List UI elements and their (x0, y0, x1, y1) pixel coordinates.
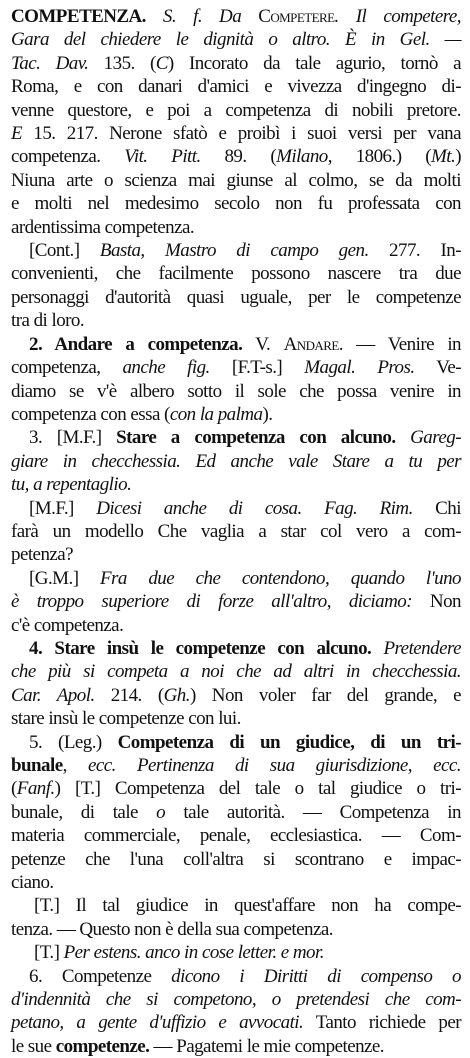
text-segment: Milano (276, 146, 328, 168)
text-segment: [M.F.] (29, 497, 97, 519)
text-segment: [T.] (34, 942, 64, 964)
text-segment: Per estens. anco in cose letter. e mor. (63, 942, 324, 964)
text-segment: . Il competere, (334, 6, 461, 27)
text-line (11, 567, 461, 590)
text-segment: 135. ( (88, 52, 156, 74)
text-line (11, 707, 461, 730)
text-segment: ( (11, 778, 17, 800)
text-line (11, 918, 461, 941)
text-segment: [Cont.] (29, 240, 100, 262)
text-segment: Roma, e con danari d'amici e vivezza d'ingegno di- (11, 76, 461, 98)
text-segment: 277. In- (368, 240, 461, 262)
text-line (11, 52, 461, 75)
text-segment: . — Venire in (338, 333, 462, 355)
text-segment: bunale (11, 755, 63, 776)
text-line (11, 5, 461, 28)
text-segment: ) [T.] Competenza del tale o tal giudice o tri- (54, 778, 461, 800)
text-segment: ). (262, 403, 273, 425)
text-segment: diciamo: (348, 591, 412, 613)
text-segment: — Pagatemi le mie competenze. (149, 1035, 384, 1057)
text-segment: ) Non voler far del grande, e (189, 684, 461, 706)
text-segment: competenza. (11, 146, 125, 168)
text-segment: dicono i Diritti di compenso o (171, 965, 462, 987)
text-segment: petenze che l'una coll'altra si scontrano e impac- (11, 848, 461, 870)
text-segment: diamo se v'è albero sotto il sole che possa venire in (11, 380, 461, 402)
text-line (11, 169, 461, 192)
text-segment: tra di loro. (11, 310, 85, 332)
text-segment: le sue (11, 1035, 56, 1057)
text-segment: tenza. — Questo non è della sua competenza. (11, 918, 333, 940)
text-line (11, 356, 461, 379)
text-line (11, 286, 461, 309)
text-line (11, 473, 461, 496)
text-line (11, 848, 461, 871)
text-segment: Basta, Mastro di campo gen. (99, 240, 369, 262)
text-line (11, 988, 461, 1011)
text-segment: Tanto richiede per (303, 1012, 461, 1034)
text-segment: 3. [M.F.] (29, 427, 117, 449)
text-segment: 4. Stare insù le competenze con alcuno. (29, 637, 372, 659)
text-line (11, 122, 461, 145)
text-segment: Chi (412, 497, 461, 519)
text-segment: Gara del chiedere le dignità o altro. È in Gel. — (11, 29, 461, 51)
text-line (11, 520, 461, 543)
text-segment: petenza? (11, 544, 74, 566)
text-segment: stare insù le competenze con lui. (11, 708, 241, 730)
text-segment: COMPETENZA. (11, 6, 146, 27)
text-segment: Magal. Pros. (304, 357, 415, 379)
text-line (11, 1011, 461, 1034)
text-segment: 5. (Leg.) (29, 731, 118, 753)
text-segment: Fra due che contendono, quando l'uno (99, 567, 461, 589)
text-segment: farà un modello Che vaglia a star col vero a com- (11, 520, 461, 542)
text-line (11, 192, 461, 215)
text-segment: V. (242, 333, 284, 355)
text-segment: 15. 217. Nerone sfatò e proibì i suoi versi per vana (22, 123, 461, 145)
text-segment: [F.T-s.] (209, 357, 305, 379)
text-segment: [T.] Il tal giudice in quest'affare non ha compe- (34, 895, 461, 917)
text-segment: competenza, (11, 357, 123, 379)
text-segment: 89. ( (200, 146, 277, 168)
text-segment: , 1806.) ( (327, 146, 432, 168)
text-segment: Gareg- (395, 427, 461, 449)
text-line (11, 684, 461, 707)
text-line (11, 894, 461, 917)
text-segment: Gh. (163, 684, 190, 706)
text-segment: Ve- (414, 357, 461, 379)
text-line (11, 309, 461, 332)
text-segment: Andare (283, 333, 339, 355)
text-line (11, 145, 461, 168)
text-segment: 2. Andare a competenza. (29, 333, 243, 355)
text-segment: competenza con essa ( (11, 403, 170, 425)
text-line (11, 75, 461, 98)
text-segment: Competenza di un giudice, di un tri- (117, 731, 461, 753)
text-segment: ) (455, 146, 462, 168)
text-segment: convenienti, che facilmente possono nascere tra due (11, 263, 461, 285)
text-line (11, 239, 461, 262)
text-segment: tu, a repentaglio. (11, 474, 132, 496)
text-line (11, 426, 461, 449)
text-segment: o (156, 801, 166, 823)
text-segment: materia commerciale, penale, ecclesiastica. — Com- (11, 825, 461, 847)
text-segment: personaggi d'autorità quasi uguale, per le competenze (11, 286, 461, 308)
text-line (11, 403, 461, 426)
text-segment: petano, a gente d'uffizio e avvocati. (11, 1012, 304, 1034)
text-segment: Dicesi anche di cosa. Fag. Rim. (96, 497, 413, 519)
text-line (11, 1035, 461, 1058)
text-segment: ciano. (11, 872, 54, 894)
text-line (11, 28, 461, 51)
text-segment: , (407, 755, 434, 776)
text-segment: 214. ( (94, 684, 164, 706)
text-segment: , (326, 591, 349, 613)
text-segment: [G.M.] (29, 567, 100, 589)
text-segment: S. f. Da (145, 6, 259, 27)
text-segment: anche fig. (122, 357, 210, 379)
text-line (11, 380, 461, 403)
text-line (11, 754, 461, 777)
text-segment: d'indennità che si competono, o pretendesi che com- (11, 989, 461, 1011)
text-line (11, 801, 461, 824)
text-line (11, 497, 461, 520)
text-segment: , (62, 755, 88, 776)
text-line (11, 543, 461, 566)
text-line (11, 660, 461, 683)
text-segment: Fanf. (16, 778, 55, 800)
text-segment: ecc. (433, 755, 461, 776)
text-segment: venne questore, e poi a competenza di nobili pretore. (11, 99, 461, 121)
text-segment: Stare a competenza con alcuno. (116, 427, 396, 449)
text-line (11, 262, 461, 285)
text-line (11, 941, 461, 964)
text-line (11, 871, 461, 894)
text-line (11, 590, 461, 613)
text-segment: 6. Competenze (29, 965, 172, 987)
text-line (11, 99, 461, 122)
text-segment: competenze. (55, 1035, 150, 1057)
text-segment: giare in checchessia. Ed anche vale Stare a tu per (11, 450, 461, 472)
text-segment: ecc. Pertinenza di sua giurisdizione (87, 755, 408, 776)
text-segment: bunale, di tale (11, 801, 157, 823)
text-segment: Mt. (431, 146, 456, 168)
text-segment: e molti nel medesimo secolo non fu professata con (11, 193, 461, 215)
text-segment: Tac. Dav. (11, 52, 89, 74)
text-segment: ) Incorato da tale agurio, tornò a (167, 52, 461, 74)
text-segment: è troppo superiore di forze all'altro (11, 591, 327, 613)
text-line (11, 450, 461, 473)
text-line (11, 637, 461, 660)
text-line (11, 777, 461, 800)
text-segment: Niuna arte o scienza mai giunse al colmo, se da molti (11, 169, 461, 191)
text-segment: Vit. Pitt. (124, 146, 201, 168)
text-line (11, 614, 461, 637)
text-line (11, 731, 461, 754)
text-segment: Car. Apol. (11, 684, 95, 706)
text-segment: tale autorità. — Competenza in (165, 801, 461, 823)
text-line (11, 333, 461, 356)
text-line (11, 824, 461, 847)
dictionary-entry (0, 5, 470, 1057)
text-segment: C (155, 52, 168, 74)
text-segment: Non (412, 591, 461, 613)
text-segment: con la palma (169, 403, 263, 425)
text-segment: c'è competenza. (11, 614, 124, 636)
text-segment: Pretendere (371, 637, 461, 659)
text-segment: Competere (258, 6, 335, 27)
text-segment: ardentissima competenza. (11, 216, 195, 238)
text-segment: che più si competa a noi che ad altri in checchessia. (11, 661, 461, 683)
text-line (11, 965, 461, 988)
text-line (11, 216, 461, 239)
text-segment: E (11, 123, 23, 145)
